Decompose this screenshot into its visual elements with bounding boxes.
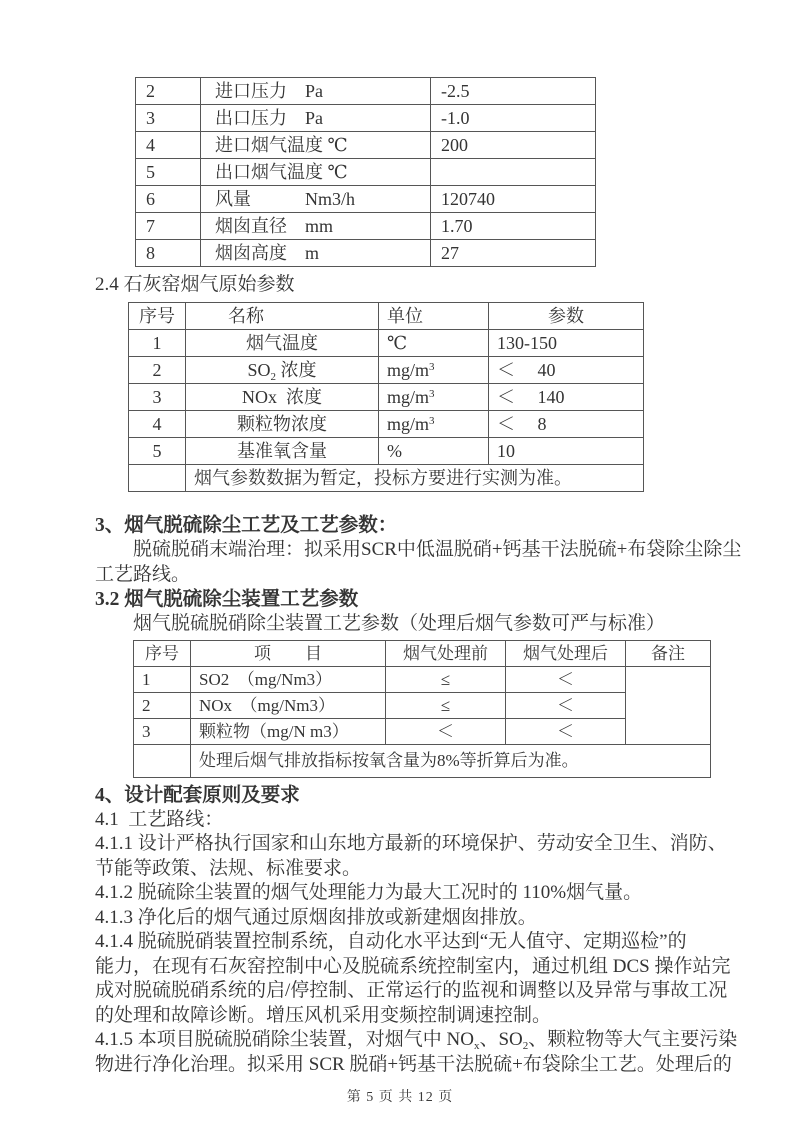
row-index: 7 [136,213,201,240]
col-header-unit: 单位 [379,303,489,330]
item-name: 颗粒物（mg/N m3） [191,718,386,744]
paragraph-line: 节能等政策、法规、标准要求。 [95,857,362,879]
paragraph-line: 4.1.3 净化后的烟气通过原烟囱排放或新建烟囱排放。 [95,906,537,928]
param-name: 风量 Nm3/h [201,186,431,213]
param-value: 1.70 [431,213,596,240]
raw-flue-gas-table [128,302,644,492]
param-unit: $mg/m^3$ [379,384,489,411]
value-before: ≤ [386,692,506,718]
param-name: 烟气温度 [186,330,379,357]
param-name: 基准氧含量 [186,438,379,465]
param-value: ＜ 8 [489,411,644,438]
table-row [136,186,596,213]
section-2-4-heading: 2.4 石灰窑烟气原始参数 [95,274,295,295]
row-index: 2 [136,78,201,105]
col-header-name: 名称 [186,303,379,330]
param-name: 颗粒物浓度 [186,411,379,438]
row-index: 3 [129,384,186,411]
superscript: 3 [429,415,435,427]
table-row [129,411,644,438]
stack-parameters-table [135,77,596,267]
row-index: 1 [129,330,186,357]
param-value: -1.0 [431,105,596,132]
paragraph-line: 能力，在现有石灰窑控制中心及脱硫系统控制室内，通过机组 DCS 操作站完 [95,955,731,977]
col-header-no: 序号 [129,303,186,330]
table-row [134,718,711,744]
table-row [136,105,596,132]
row-index: 4 [136,132,201,159]
empty-cell [129,465,186,492]
subscript: 2 [270,371,276,383]
param-value: 130-150 [489,330,644,357]
col-header-after: 烟气处理后 [506,640,626,666]
table-row [136,159,596,186]
section-3-heading: 3、烟气脱硫除尘工艺及工艺参数： [95,515,398,536]
row-index: 4 [129,411,186,438]
table-note-row [134,744,711,777]
empty-cell [134,744,191,777]
paragraph-line: 工艺路线。 [95,563,191,585]
param-unit: $mg/m^3$ [379,357,489,384]
value-after: ＜ [506,718,626,744]
param-value: 120740 [431,186,596,213]
param-value: 200 [431,132,596,159]
param-name: 进口压力 Pa [201,78,431,105]
col-header-value: 参数 [489,303,644,330]
table-row [134,666,711,692]
param-value: 27 [431,240,596,267]
row-index: 3 [136,105,201,132]
paragraph-line: 成对脱硫脱硝系统的启/停控制、正常运行的监视和调整以及异常与事故工况 [95,980,728,1001]
param-name: 烟囱直径 mm [201,213,431,240]
subscript: x [473,1040,480,1052]
section-4-heading: 4、设计配套原则及要求 [95,784,300,806]
table-row [136,78,596,105]
table-row [136,240,596,267]
param-unit: % [379,438,489,465]
table-row [129,357,644,384]
row-index: 5 [136,159,201,186]
param-value: -2.5 [431,78,596,105]
value-before: ≤ [386,666,506,692]
superscript: 3 [429,361,435,373]
section-3-2-heading: 3.2 烟气脱硫除尘装置工艺参数 [95,589,359,610]
param-unit: $mg/m^3$ [379,411,489,438]
param-name: 进口烟气温度 ℃ [201,132,431,159]
table-header-row [129,303,644,330]
col-header-item: 项 目 [191,640,386,666]
item-name: NOx （mg/Nm3） [191,692,386,718]
col-header-before: 烟气处理前 [386,640,506,666]
page-footer: 第 5 页 共 12 页 [346,1090,454,1105]
table-row [136,132,596,159]
paragraph-line: 4.1.1 设计严格执行国家和山东地方最新的环境保护、劳动安全卫生、消防、 [95,833,727,854]
paragraph-line: 4.1.2 脱硫除尘装置的烟气处理能力为最大工况时的 110%烟气量。 [95,882,643,903]
table-row [129,384,644,411]
table-row [129,330,644,357]
treatment-parameters-table [133,640,711,778]
param-value: 10 [489,438,644,465]
param-value: ＜ 140 [489,384,644,411]
table-caption: 烟气脱硫脱硝除尘装置工艺参数（处理后烟气参数可严与标准） [133,613,666,634]
paragraph-line: 4.1.5 本项目脱硫脱硝除尘装置，对烟气中 $NO_x$、$SO_2$、颗粒物等大气主要污染 [95,1029,738,1052]
param-name: NOx 浓度 [186,384,379,411]
param-name: 烟囱高度 m [201,240,431,267]
row-index: 8 [136,240,201,267]
paragraph-line: 的处理和故障诊断。增压风机采用变频控制调速控制。 [95,1004,552,1026]
row-index: 2 [134,692,191,718]
table-note: 烟气参数数据为暂定，投标方要进行实测为准。 [186,465,644,492]
row-index: 2 [129,357,186,384]
col-header-no: 序号 [134,640,191,666]
table-row [129,438,644,465]
table-note-row [129,465,644,492]
value-after: ＜ [506,666,626,692]
row-index: 6 [136,186,201,213]
row-index: 1 [134,666,191,692]
superscript: 3 [429,388,435,400]
param-value [431,159,596,186]
paragraph-line: 4.1 工艺路线： [95,808,224,830]
row-index: 5 [129,438,186,465]
paragraph-line: 物进行净化治理。拟采用 SCR 脱硝+钙基干法脱硫+布袋除尘工艺。处理后的 [95,1053,732,1075]
value-before: ＜ [386,718,506,744]
row-index: 3 [134,718,191,744]
table-row [134,692,711,718]
paragraph-line: 脱硫脱硝末端治理：拟采用SCR中低温脱硝+钙基干法脱硫+布袋除尘除尘 [133,539,742,560]
subscript: 2 [522,1040,529,1052]
remark-cell [626,666,711,744]
param-name: 出口烟气温度 ℃ [201,159,431,186]
param-name: 出口压力 Pa [201,105,431,132]
paragraph-line: 4.1.4 脱硫脱硝装置控制系统，自动化水平达到“无人值守、定期巡检”的 [95,931,687,952]
param-name: $SO_2$ 浓度 [186,357,379,384]
item-name: SO2 （mg/Nm3） [191,666,386,692]
col-header-remark: 备注 [626,640,711,666]
param-value: ＜ 40 [489,357,644,384]
table-note: 处理后烟气排放指标按氧含量为8%等折算后为准。 [191,744,711,777]
param-unit: ℃ [379,330,489,357]
table-header-row [134,640,711,666]
value-after: ＜ [506,692,626,718]
table-row [136,213,596,240]
